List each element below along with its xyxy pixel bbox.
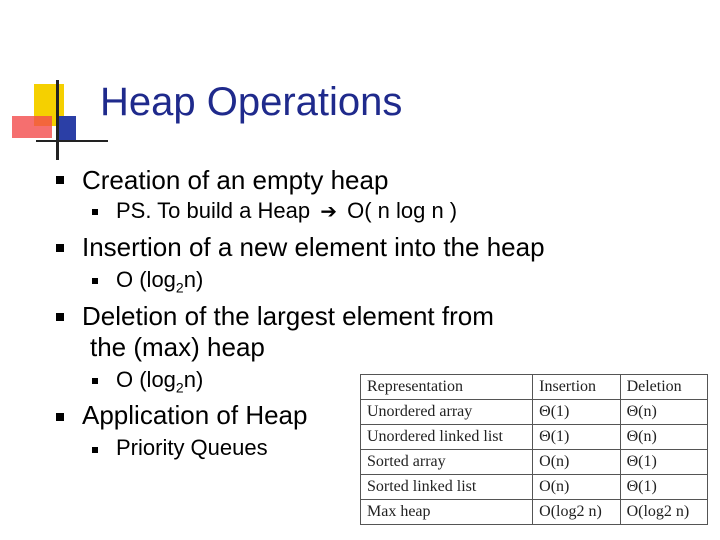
table-cell: Unordered linked list <box>361 425 533 450</box>
item-3-text-line1: Deletion of the largest element from <box>82 301 494 331</box>
table-header-row <box>361 375 708 400</box>
item-3-sub <box>116 366 203 401</box>
item-3-sub-post: n) <box>183 367 204 392</box>
item-3-text-line2: the (max) heap <box>90 332 265 362</box>
table-cell: Sorted linked list <box>361 475 533 500</box>
table-row <box>361 500 708 525</box>
table-header: Insertion <box>533 375 620 400</box>
item-2-sub <box>116 266 203 301</box>
table-cell: O(log2 n) <box>620 500 707 525</box>
table-cell: Θ(1) <box>620 450 707 475</box>
table-row <box>361 400 708 425</box>
table-cell: Sorted array <box>361 450 533 475</box>
bullet-1 <box>56 176 64 184</box>
table-cell: Θ(1) <box>533 425 620 450</box>
sub-bullet-1 <box>92 209 98 215</box>
item-2-sub-post: n) <box>183 267 204 292</box>
item-1-sub <box>116 197 457 226</box>
bullet-2 <box>56 244 64 252</box>
table-cell: Θ(n) <box>620 400 707 425</box>
slide-logo-decoration <box>0 0 110 170</box>
sub-bullet-2 <box>92 278 98 284</box>
item-1-text: Creation of an empty heap <box>82 165 389 195</box>
item-2-sub-pre: O (log <box>116 267 176 292</box>
table-row <box>361 450 708 475</box>
table-header: Deletion <box>620 375 707 400</box>
item-4-sub: Priority Queues <box>116 435 268 460</box>
table-row <box>361 425 708 450</box>
item-4-text: Application of Heap <box>82 400 308 430</box>
table-cell: Θ(1) <box>533 400 620 425</box>
table-cell: Θ(1) <box>620 475 707 500</box>
table-cell: O(n) <box>533 475 620 500</box>
table-cell: Unordered array <box>361 400 533 425</box>
sub-bullet-3 <box>92 378 98 384</box>
table-cell: Max heap <box>361 500 533 525</box>
slide-title: Heap Operations <box>100 80 403 124</box>
item-1-sub-post: O( n log n ) <box>347 198 458 223</box>
item-2-text: Insertion of a new element into the heap <box>82 232 545 262</box>
sub-bullet-4 <box>92 447 98 453</box>
item-1-sub-pre: PS. To build a Heap <box>116 198 311 223</box>
table-cell: Θ(n) <box>620 425 707 450</box>
complexity-table <box>360 374 708 525</box>
item-3-sub-pre: O (log <box>116 367 176 392</box>
table-cell: O(log2 n) <box>533 500 620 525</box>
bullet-3 <box>56 313 64 321</box>
bullet-4 <box>56 413 64 421</box>
item-2-sub-subscript: 2 <box>175 279 184 296</box>
table-header: Representation <box>361 375 533 400</box>
arrow-right-icon: ➔ <box>320 201 337 223</box>
table-cell: O(n) <box>533 450 620 475</box>
item-3-sub-subscript: 2 <box>175 379 184 396</box>
table-row <box>361 475 708 500</box>
